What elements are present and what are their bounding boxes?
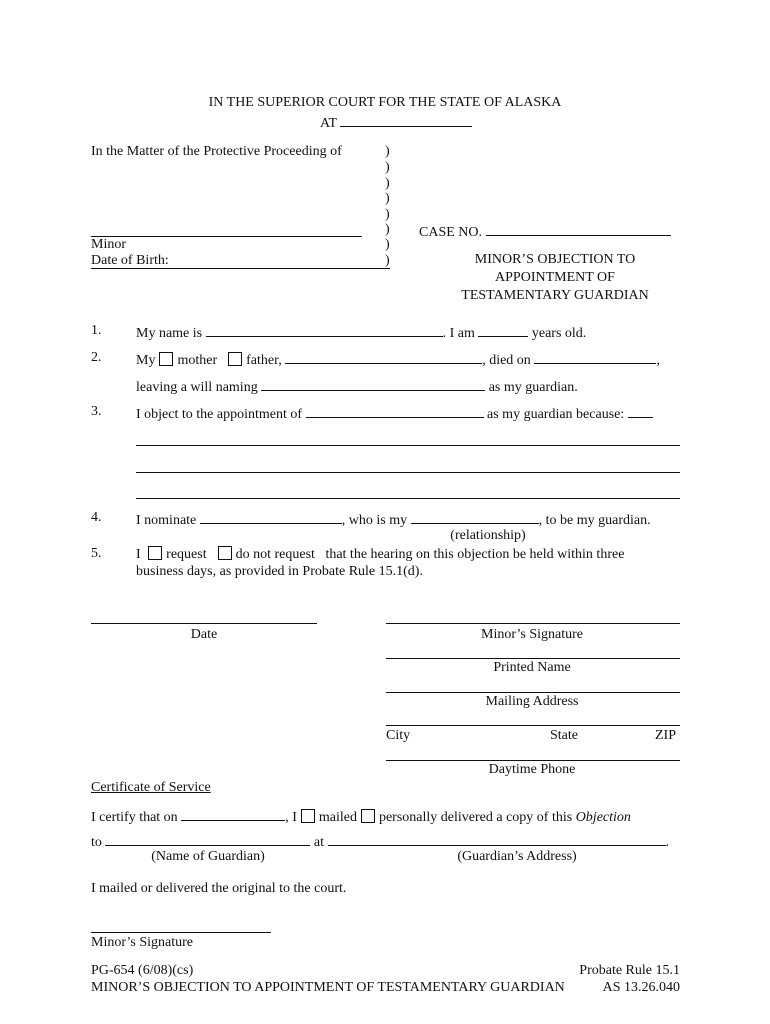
paren: )	[385, 176, 390, 191]
date-label: Date	[190, 627, 218, 642]
text: My	[136, 353, 156, 368]
reason-line[interactable]	[136, 445, 680, 446]
age-field[interactable]	[478, 323, 528, 337]
text: at	[313, 835, 324, 850]
dob-label: Date of Birth:	[91, 253, 169, 268]
item-1	[136, 323, 586, 342]
parent-name-field[interactable]	[285, 350, 482, 364]
paren: )	[385, 237, 390, 252]
item-number: 2.	[91, 350, 102, 365]
mailing-address-label: Mailing Address	[485, 694, 579, 709]
death-date-field[interactable]	[534, 350, 656, 364]
reason-field[interactable]	[628, 404, 653, 418]
mailed-checkbox[interactable]	[301, 809, 315, 823]
paren: )	[385, 222, 390, 237]
do-not-request-checkbox[interactable]	[218, 546, 232, 560]
text: ,	[656, 353, 660, 368]
text: , died on	[482, 353, 531, 368]
item-3	[136, 404, 653, 423]
nominee-field[interactable]	[200, 510, 342, 524]
guardian-address-label: (Guardian’s Address)	[457, 849, 577, 864]
guardian-name-label: (Name of Guardian)	[151, 849, 265, 864]
text: I certify that on	[91, 810, 178, 825]
matter-label: In the Matter of the Protective Proceeding of	[91, 144, 342, 159]
text: request	[166, 547, 207, 562]
case-no-field[interactable]	[486, 222, 671, 236]
reason-line[interactable]	[136, 472, 680, 473]
certificate-signature-field[interactable]	[91, 932, 271, 933]
state-label: State	[550, 728, 578, 743]
text: mailed	[318, 810, 357, 825]
item-number: 4.	[91, 510, 102, 525]
footer-title: MINOR’S OBJECTION TO APPOINTMENT OF TESTAMENTARY GUARDIAN	[91, 980, 565, 995]
text: I object to the appointment of	[136, 407, 303, 422]
zip-label: ZIP	[655, 728, 676, 743]
paren: )	[385, 160, 390, 175]
form-title-2: APPOINTMENT OF	[495, 270, 615, 285]
item-5	[136, 546, 624, 563]
named-guardian-field[interactable]	[261, 377, 485, 391]
city-state-zip-field[interactable]	[386, 725, 680, 726]
certificate-signature-label: Minor’s Signature	[91, 935, 194, 950]
minor-signature-field[interactable]	[386, 623, 680, 624]
dob-field[interactable]	[91, 268, 390, 269]
certificate-heading: Certificate of Service	[91, 780, 211, 795]
location-field[interactable]	[340, 113, 472, 127]
text: , I	[285, 810, 297, 825]
objected-guardian-field[interactable]	[306, 404, 484, 418]
paren: )	[385, 253, 390, 268]
paren: )	[385, 144, 390, 159]
mother-checkbox[interactable]	[159, 352, 173, 366]
statute: AS 13.26.040	[602, 980, 680, 995]
printed-name-field[interactable]	[386, 658, 680, 659]
mailing-address-field[interactable]	[386, 692, 680, 693]
service-date-field[interactable]	[181, 807, 285, 821]
text: personally delivered a copy of this	[378, 810, 573, 825]
court-heading: IN THE SUPERIOR COURT FOR THE STATE OF ALASKA	[208, 95, 562, 110]
guardian-address-field[interactable]	[328, 832, 666, 846]
case-no-label: CASE NO.	[419, 225, 483, 240]
text: Objection	[575, 810, 631, 825]
text: , who is my	[341, 513, 408, 528]
paren: )	[385, 191, 390, 206]
item-2-cont	[136, 377, 578, 396]
text: father,	[246, 353, 282, 368]
text: do not request	[235, 547, 315, 562]
minor-name-field[interactable]	[91, 236, 362, 237]
text: as my guardian because:	[487, 407, 625, 422]
date-field[interactable]	[91, 623, 317, 624]
at-label: AT	[320, 116, 337, 131]
personally-delivered-checkbox[interactable]	[361, 809, 375, 823]
original-statement: I mailed or delivered the original to the court.	[91, 881, 347, 896]
city-label: City	[386, 728, 411, 743]
guardian-name-field[interactable]	[105, 832, 310, 846]
paren: )	[385, 207, 390, 222]
phone-field[interactable]	[386, 760, 680, 761]
text: that the hearing on this objection be held within three	[325, 547, 625, 562]
minor-label: Minor	[91, 237, 126, 252]
text: I nominate	[136, 513, 197, 528]
form-number: PG-654 (6/08)(cs)	[91, 963, 194, 978]
phone-label: Daytime Phone	[488, 762, 576, 777]
text: as my guardian.	[488, 380, 578, 395]
text: leaving a will naming	[136, 380, 258, 395]
court-location	[320, 113, 472, 132]
certificate-line-1	[91, 807, 631, 826]
text: to	[91, 835, 102, 850]
item-4	[136, 510, 651, 529]
item-number: 1.	[91, 323, 102, 338]
request-checkbox[interactable]	[148, 546, 162, 560]
text: . I am	[442, 326, 475, 341]
minor-signature-label: Minor’s Signature	[480, 627, 584, 642]
item-number: 3.	[91, 404, 102, 419]
item-2	[136, 350, 660, 369]
case-no	[419, 222, 671, 241]
form-title-3: TESTAMENTARY GUARDIAN	[461, 288, 649, 303]
text: I	[136, 547, 141, 562]
name-field[interactable]	[206, 323, 443, 337]
relationship-label: (relationship)	[450, 528, 526, 543]
text: mother	[177, 353, 218, 368]
text: , to be my guardian.	[538, 513, 651, 528]
item-number: 5.	[91, 546, 102, 561]
reason-line[interactable]	[136, 498, 680, 499]
item-5-cont: business days, as provided in Probate Rule 15.1(d).	[136, 564, 423, 579]
probate-rule: Probate Rule 15.1	[579, 963, 680, 978]
text: years old.	[531, 326, 587, 341]
relationship-field[interactable]	[411, 510, 539, 524]
text: .	[665, 835, 669, 850]
form-title-1: MINOR’S OBJECTION TO	[474, 252, 636, 267]
father-checkbox[interactable]	[228, 352, 242, 366]
text: My name is	[136, 326, 203, 341]
printed-name-label: Printed Name	[493, 660, 571, 675]
